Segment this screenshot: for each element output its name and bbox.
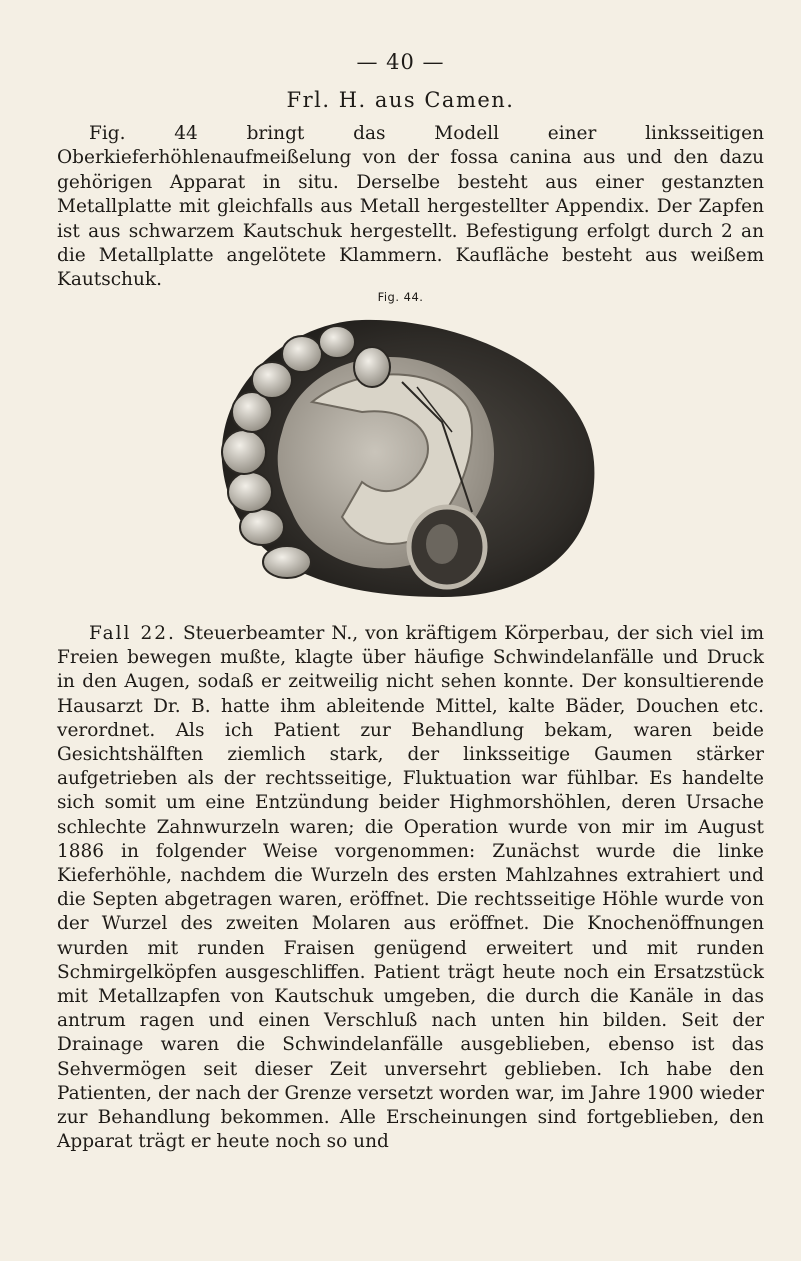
case-text: Steuerbeamter N., von kräftigem Körperbau, der sich viel im Freien bewegen mußte, klagte über häufige Schwindelanfälle und Druck in den Augen, sodaß er zeitweilig nicht sehen konnte. Der konsultierende Hausarzt Dr. B. hatte ihm ableitende Mittel, kalte Bäder, Douchen etc. verordnet. Als ich Patient zur Behandlung bekam, waren beide Gesichtshälften ziemlich stark, der linksseitige Gaumen stärker aufgetrieben als der rechtsseitige, Fluktuation war fühlbar. Es handelte sich somit um eine Entzündung beider Highmorshöhlen, deren Ursache schlechte Zahnwurzeln waren; die Operation wurde von mir im August 1886 in folgender Weise vorgenommen: Zunächst wurde die linke Kieferhöhle, nachdem die Wurzeln des ersten Mahlzahnes extrahiert und die Septen abgetragen waren, eröffnet. Die rechtsseitige Höhle wurde von der Wurzel des zweiten Molaren aus eröffnet. Die Knochenöffnungen wurden mit runden Fraisen genügend erweitert und mit runden Schmirgelköpfen ausgeschliffen. Patient trägt heute noch ein Ersatzstück mit Metallzapfen von Kautschuk umgeben, die durch die Kanäle in das antrum ragen und einen Verschluß nach unten hin bilden. Seit der Drainage waren die Schwindelanfälle ausgeblieben, ebenso ist das Sehvermögen seit dieser Zeit unversehrt geblieben. Ich habe den Patienten, der nach der Grenze versetzt worden war, im Jahre 1900 wieder zur Behandlung bekommen. Alle Erscheinungen sind fortgeblieben, den Apparat trägt er heute noch so und — [57, 623, 765, 1153]
paragraph-case-22 — [57, 622, 764, 1154]
dental-model-figure — [212, 312, 602, 612]
figure-caption: Fig. 44. — [377, 290, 424, 304]
page-number: — 40 — — [356, 50, 445, 74]
case-label: Fall 22. — [89, 623, 176, 644]
paragraph-figure-description: Fig. 44 bringt das Modell einer linksseitigen Oberkieferhöhlenaufmeißelung von der fossa canina aus und den dazu gehörigen Apparat in situ. Derselbe besteht aus einer gestanzten Metallplatte mit gleichfalls aus Metall hergestellter Appendix. Der Zapfen ist aus schwarzem Kautschuk hergestellt. Befestigung erfolgt durch 2 an die Metallplatte angelötete Klammern. Kaufläche besteht aus weißem Kautschuk. — [57, 123, 764, 291]
dental-model-illustration — [212, 312, 602, 612]
section-heading: Frl. H. aus Camen. — [286, 88, 515, 112]
